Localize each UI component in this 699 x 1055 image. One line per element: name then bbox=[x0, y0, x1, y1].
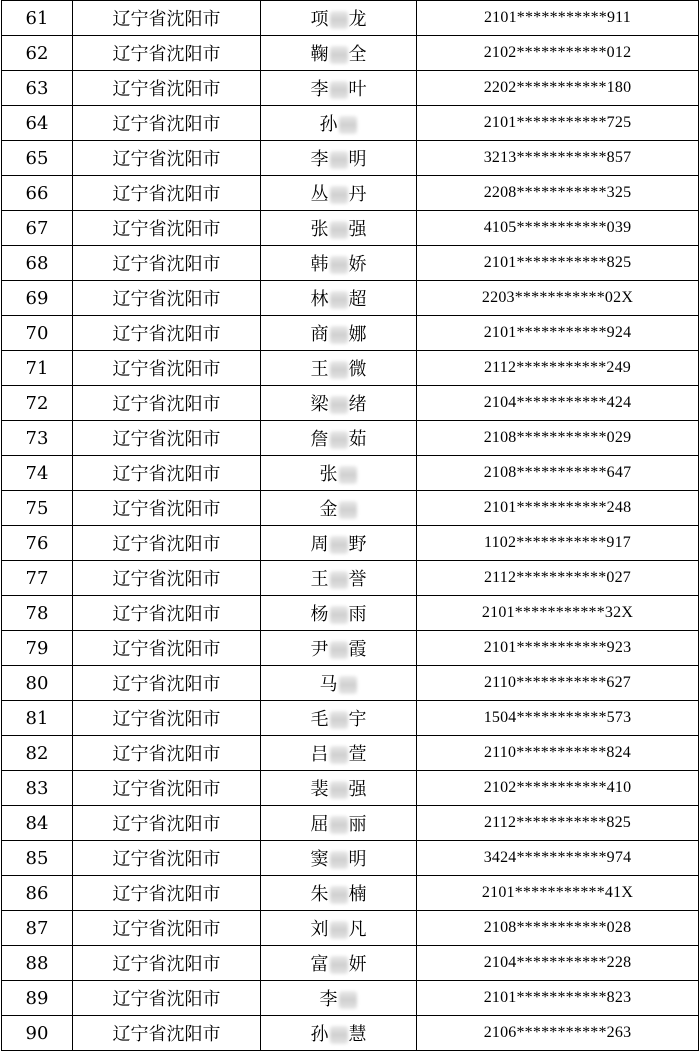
redaction-mosaic bbox=[330, 81, 348, 99]
region-cell: 辽宁省沈阳市 bbox=[73, 281, 261, 316]
name-surname: 富 bbox=[310, 954, 329, 975]
row-number-cell: 88 bbox=[2, 946, 73, 981]
table-row bbox=[2, 211, 699, 246]
id-number-cell: 2102***********410 bbox=[417, 771, 699, 806]
region-cell: 辽宁省沈阳市 bbox=[73, 176, 261, 211]
name-given: 娇 bbox=[348, 254, 367, 275]
table-row bbox=[2, 176, 699, 211]
row-number-cell: 79 bbox=[2, 631, 73, 666]
region-cell: 辽宁省沈阳市 bbox=[73, 806, 261, 841]
region-cell: 辽宁省沈阳市 bbox=[73, 316, 261, 351]
row-number-cell: 73 bbox=[2, 421, 73, 456]
id-number-cell: 2101***********923 bbox=[417, 631, 699, 666]
row-number-cell: 75 bbox=[2, 491, 73, 526]
name-cell bbox=[261, 946, 417, 981]
name-cell bbox=[261, 1016, 417, 1051]
id-number-cell: 2106***********263 bbox=[417, 1016, 699, 1051]
row-number-cell: 78 bbox=[2, 596, 73, 631]
id-number-cell: 1504***********573 bbox=[417, 701, 699, 736]
table-row bbox=[2, 491, 699, 526]
name-cell bbox=[261, 701, 417, 736]
region-cell: 辽宁省沈阳市 bbox=[73, 631, 261, 666]
name-cell bbox=[261, 211, 417, 246]
row-number-cell: 85 bbox=[2, 841, 73, 876]
region-cell: 辽宁省沈阳市 bbox=[73, 596, 261, 631]
row-number-cell: 89 bbox=[2, 981, 73, 1016]
name-surname: 张 bbox=[310, 219, 329, 240]
name-cell bbox=[261, 736, 417, 771]
row-number-cell: 76 bbox=[2, 526, 73, 561]
row-number-cell: 72 bbox=[2, 386, 73, 421]
name-cell bbox=[261, 456, 417, 491]
table-row bbox=[2, 246, 699, 281]
redaction-mosaic bbox=[339, 501, 357, 519]
id-number-cell: 2101***********924 bbox=[417, 316, 699, 351]
id-number-cell: 2101***********41X bbox=[417, 876, 699, 911]
name-surname: 王 bbox=[310, 359, 329, 380]
table-row bbox=[2, 526, 699, 561]
name-cell bbox=[261, 806, 417, 841]
name-given: 凡 bbox=[348, 919, 367, 940]
table-row bbox=[2, 631, 699, 666]
name-surname: 鞠 bbox=[310, 44, 329, 65]
name-given: 超 bbox=[348, 289, 367, 310]
name-given: 明 bbox=[348, 149, 367, 170]
id-number-cell: 2101***********823 bbox=[417, 981, 699, 1016]
name-given: 全 bbox=[348, 44, 367, 65]
name-surname: 屈 bbox=[310, 814, 329, 835]
id-number-cell: 2102***********012 bbox=[417, 36, 699, 71]
redaction-mosaic bbox=[330, 746, 348, 764]
table-row bbox=[2, 876, 699, 911]
name-surname: 吕 bbox=[310, 744, 329, 765]
name-given: 龙 bbox=[348, 9, 367, 30]
redaction-mosaic bbox=[330, 606, 348, 624]
region-cell: 辽宁省沈阳市 bbox=[73, 981, 261, 1016]
region-cell: 辽宁省沈阳市 bbox=[73, 1016, 261, 1051]
id-number-cell: 2104***********228 bbox=[417, 946, 699, 981]
region-cell: 辽宁省沈阳市 bbox=[73, 141, 261, 176]
region-cell: 辽宁省沈阳市 bbox=[73, 421, 261, 456]
table-row bbox=[2, 946, 699, 981]
redaction-mosaic bbox=[330, 186, 348, 204]
id-number-cell: 2101***********248 bbox=[417, 491, 699, 526]
table-row bbox=[2, 456, 699, 491]
row-number-cell: 87 bbox=[2, 911, 73, 946]
table-row bbox=[2, 736, 699, 771]
name-given: 茹 bbox=[348, 429, 367, 450]
table-row bbox=[2, 806, 699, 841]
row-number-cell: 61 bbox=[2, 1, 73, 36]
name-cell bbox=[261, 421, 417, 456]
row-number-cell: 81 bbox=[2, 701, 73, 736]
id-number-cell: 2101***********911 bbox=[417, 1, 699, 36]
name-given: 丹 bbox=[348, 184, 367, 205]
name-cell bbox=[261, 561, 417, 596]
id-number-cell: 2202***********180 bbox=[417, 71, 699, 106]
name-given: 野 bbox=[348, 534, 367, 555]
name-surname: 林 bbox=[310, 289, 329, 310]
redaction-mosaic bbox=[330, 781, 348, 799]
table-row bbox=[2, 561, 699, 596]
name-surname: 李 bbox=[310, 79, 329, 100]
row-number-cell: 82 bbox=[2, 736, 73, 771]
name-cell bbox=[261, 876, 417, 911]
name-cell bbox=[261, 246, 417, 281]
row-number-cell: 69 bbox=[2, 281, 73, 316]
name-surname: 李 bbox=[319, 989, 338, 1010]
name-surname: 孙 bbox=[310, 1024, 329, 1045]
id-number-cell: 2112***********249 bbox=[417, 351, 699, 386]
row-number-cell: 86 bbox=[2, 876, 73, 911]
table-row bbox=[2, 36, 699, 71]
roster-table bbox=[1, 0, 699, 1051]
row-number-cell: 84 bbox=[2, 806, 73, 841]
name-cell bbox=[261, 841, 417, 876]
name-surname: 裴 bbox=[310, 779, 329, 800]
name-cell bbox=[261, 281, 417, 316]
name-given: 明 bbox=[348, 849, 367, 870]
id-number-cell: 3424***********974 bbox=[417, 841, 699, 876]
name-cell bbox=[261, 631, 417, 666]
redaction-mosaic bbox=[330, 641, 348, 659]
name-cell bbox=[261, 386, 417, 421]
row-number-cell: 77 bbox=[2, 561, 73, 596]
redaction-mosaic bbox=[330, 886, 348, 904]
id-number-cell: 2108***********647 bbox=[417, 456, 699, 491]
redaction-mosaic bbox=[330, 851, 348, 869]
name-surname: 尹 bbox=[310, 639, 329, 660]
redaction-mosaic bbox=[330, 291, 348, 309]
region-cell: 辽宁省沈阳市 bbox=[73, 876, 261, 911]
region-cell: 辽宁省沈阳市 bbox=[73, 1, 261, 36]
name-surname: 朱 bbox=[310, 884, 329, 905]
name-cell bbox=[261, 981, 417, 1016]
name-given: 宇 bbox=[348, 709, 367, 730]
table-row bbox=[2, 596, 699, 631]
redaction-mosaic bbox=[330, 326, 348, 344]
redaction-mosaic bbox=[330, 256, 348, 274]
name-given: 霞 bbox=[348, 639, 367, 660]
redaction-mosaic bbox=[330, 11, 348, 29]
name-cell bbox=[261, 491, 417, 526]
region-cell: 辽宁省沈阳市 bbox=[73, 36, 261, 71]
id-number-cell: 2110***********627 bbox=[417, 666, 699, 701]
table-row bbox=[2, 701, 699, 736]
name-surname: 丛 bbox=[310, 184, 329, 205]
region-cell: 辽宁省沈阳市 bbox=[73, 246, 261, 281]
id-number-cell: 2108***********028 bbox=[417, 911, 699, 946]
name-cell bbox=[261, 71, 417, 106]
region-cell: 辽宁省沈阳市 bbox=[73, 351, 261, 386]
name-given: 绪 bbox=[348, 394, 367, 415]
id-number-cell: 2203***********02X bbox=[417, 281, 699, 316]
redaction-mosaic bbox=[330, 816, 348, 834]
row-number-cell: 90 bbox=[2, 1016, 73, 1051]
region-cell: 辽宁省沈阳市 bbox=[73, 71, 261, 106]
redaction-mosaic bbox=[330, 1026, 348, 1044]
table-row bbox=[2, 1016, 699, 1051]
name-cell bbox=[261, 526, 417, 561]
id-number-cell: 2112***********027 bbox=[417, 561, 699, 596]
table-row bbox=[2, 1, 699, 36]
redaction-mosaic bbox=[330, 46, 348, 64]
name-surname: 马 bbox=[319, 674, 338, 695]
table-row bbox=[2, 141, 699, 176]
name-cell bbox=[261, 911, 417, 946]
region-cell: 辽宁省沈阳市 bbox=[73, 946, 261, 981]
row-number-cell: 67 bbox=[2, 211, 73, 246]
name-surname: 商 bbox=[310, 324, 329, 345]
name-cell bbox=[261, 351, 417, 386]
name-given: 娜 bbox=[348, 324, 367, 345]
id-number-cell: 2110***********824 bbox=[417, 736, 699, 771]
id-number-cell: 2104***********424 bbox=[417, 386, 699, 421]
redaction-mosaic bbox=[330, 711, 348, 729]
redaction-mosaic bbox=[330, 396, 348, 414]
row-number-cell: 70 bbox=[2, 316, 73, 351]
name-surname: 杨 bbox=[310, 604, 329, 625]
row-number-cell: 83 bbox=[2, 771, 73, 806]
name-given: 叶 bbox=[348, 79, 367, 100]
table-row bbox=[2, 841, 699, 876]
name-given: 强 bbox=[348, 219, 367, 240]
name-cell bbox=[261, 596, 417, 631]
redaction-mosaic bbox=[330, 431, 348, 449]
row-number-cell: 64 bbox=[2, 106, 73, 141]
name-cell bbox=[261, 666, 417, 701]
name-given: 誉 bbox=[348, 569, 367, 590]
region-cell: 辽宁省沈阳市 bbox=[73, 211, 261, 246]
name-surname: 韩 bbox=[310, 254, 329, 275]
name-surname: 李 bbox=[310, 149, 329, 170]
region-cell: 辽宁省沈阳市 bbox=[73, 771, 261, 806]
region-cell: 辽宁省沈阳市 bbox=[73, 526, 261, 561]
row-number-cell: 71 bbox=[2, 351, 73, 386]
name-given: 雨 bbox=[348, 604, 367, 625]
name-surname: 孙 bbox=[319, 114, 338, 135]
region-cell: 辽宁省沈阳市 bbox=[73, 456, 261, 491]
name-given: 萱 bbox=[348, 744, 367, 765]
id-number-cell: 4105***********039 bbox=[417, 211, 699, 246]
name-surname: 金 bbox=[319, 499, 338, 520]
region-cell: 辽宁省沈阳市 bbox=[73, 491, 261, 526]
region-cell: 辽宁省沈阳市 bbox=[73, 561, 261, 596]
table-row bbox=[2, 421, 699, 456]
region-cell: 辽宁省沈阳市 bbox=[73, 736, 261, 771]
id-number-cell: 2108***********029 bbox=[417, 421, 699, 456]
name-cell bbox=[261, 36, 417, 71]
row-number-cell: 80 bbox=[2, 666, 73, 701]
redaction-mosaic bbox=[339, 116, 357, 134]
table-row bbox=[2, 981, 699, 1016]
table-row bbox=[2, 386, 699, 421]
roster-table-body bbox=[2, 1, 699, 1051]
row-number-cell: 74 bbox=[2, 456, 73, 491]
redaction-mosaic bbox=[330, 151, 348, 169]
name-given: 楠 bbox=[348, 884, 367, 905]
row-number-cell: 68 bbox=[2, 246, 73, 281]
redaction-mosaic bbox=[330, 361, 348, 379]
region-cell: 辽宁省沈阳市 bbox=[73, 666, 261, 701]
id-number-cell: 2101***********725 bbox=[417, 106, 699, 141]
name-given: 微 bbox=[348, 359, 367, 380]
redaction-mosaic bbox=[330, 921, 348, 939]
redaction-mosaic bbox=[330, 571, 348, 589]
name-cell bbox=[261, 176, 417, 211]
name-given: 慧 bbox=[348, 1024, 367, 1045]
id-number-cell: 2101***********825 bbox=[417, 246, 699, 281]
table-row bbox=[2, 771, 699, 806]
name-surname: 詹 bbox=[310, 429, 329, 450]
id-number-cell: 2208***********325 bbox=[417, 176, 699, 211]
table-row bbox=[2, 316, 699, 351]
row-number-cell: 66 bbox=[2, 176, 73, 211]
name-surname: 毛 bbox=[310, 709, 329, 730]
table-row bbox=[2, 106, 699, 141]
row-number-cell: 62 bbox=[2, 36, 73, 71]
row-number-cell: 63 bbox=[2, 71, 73, 106]
name-cell bbox=[261, 771, 417, 806]
name-given: 妍 bbox=[348, 954, 367, 975]
table-row bbox=[2, 911, 699, 946]
name-cell bbox=[261, 1, 417, 36]
redaction-mosaic bbox=[330, 956, 348, 974]
table-row bbox=[2, 666, 699, 701]
table-row bbox=[2, 351, 699, 386]
id-number-cell: 3213***********857 bbox=[417, 141, 699, 176]
region-cell: 辽宁省沈阳市 bbox=[73, 386, 261, 421]
redaction-mosaic bbox=[339, 466, 357, 484]
name-surname: 王 bbox=[310, 569, 329, 590]
name-cell bbox=[261, 106, 417, 141]
redaction-mosaic bbox=[339, 991, 357, 1009]
id-number-cell: 2101***********32X bbox=[417, 596, 699, 631]
redaction-mosaic bbox=[330, 536, 348, 554]
name-surname: 张 bbox=[319, 464, 338, 485]
name-given: 强 bbox=[348, 779, 367, 800]
region-cell: 辽宁省沈阳市 bbox=[73, 701, 261, 736]
redaction-mosaic bbox=[330, 221, 348, 239]
table-row bbox=[2, 71, 699, 106]
table-row bbox=[2, 281, 699, 316]
id-number-cell: 1102***********917 bbox=[417, 526, 699, 561]
region-cell: 辽宁省沈阳市 bbox=[73, 106, 261, 141]
region-cell: 辽宁省沈阳市 bbox=[73, 911, 261, 946]
name-surname: 周 bbox=[310, 534, 329, 555]
name-cell bbox=[261, 141, 417, 176]
row-number-cell: 65 bbox=[2, 141, 73, 176]
region-cell: 辽宁省沈阳市 bbox=[73, 841, 261, 876]
name-given: 丽 bbox=[348, 814, 367, 835]
redaction-mosaic bbox=[339, 676, 357, 694]
name-surname: 项 bbox=[310, 9, 329, 30]
name-cell bbox=[261, 316, 417, 351]
name-surname: 刘 bbox=[310, 919, 329, 940]
name-surname: 窦 bbox=[310, 849, 329, 870]
id-number-cell: 2112***********825 bbox=[417, 806, 699, 841]
name-surname: 梁 bbox=[310, 394, 329, 415]
